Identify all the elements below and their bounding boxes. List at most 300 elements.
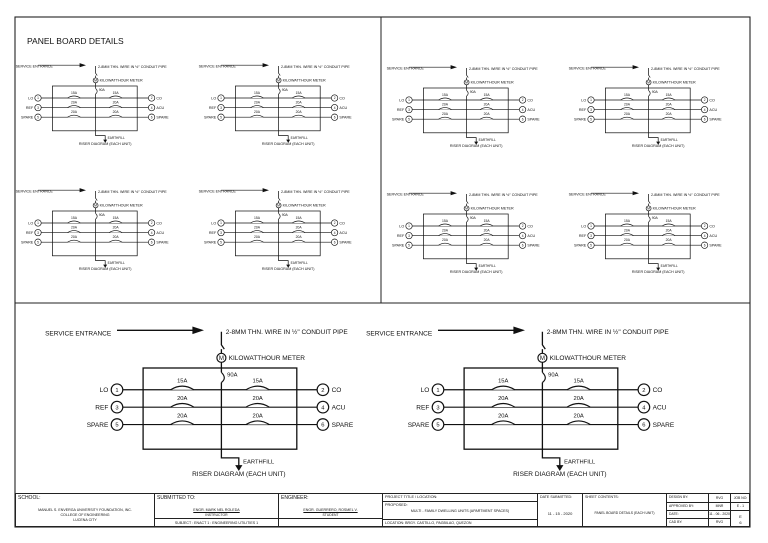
svg-text:M: M [539,355,545,363]
svg-text:20A: 20A [71,225,77,230]
sheet-contents-cell [583,494,667,526]
sheet-title: PANEL BOARD DETAILS [27,36,124,46]
svg-text:EARTHFILL: EARTHFILL [660,137,678,142]
panel-board-diagram [199,63,353,146]
panel-board-diagram-large [366,327,675,478]
svg-text:M: M [277,203,281,208]
svg-text:15A: 15A [573,378,584,385]
svg-text:KILOWATTHOUR METER: KILOWATTHOUR METER [652,206,696,211]
svg-text:20A: 20A [442,102,448,107]
svg-text:ACU: ACU [331,404,346,412]
svg-text:20A: 20A [112,235,119,240]
svg-text:5: 5 [590,243,592,248]
design-by-value: RVG [715,496,724,500]
svg-text:20A: 20A [177,413,188,420]
svg-text:KILOWATTHOUR METER: KILOWATTHOUR METER [652,80,696,85]
svg-text:90A: 90A [469,89,476,94]
svg-text:ACU: ACU [339,105,348,110]
svg-text:2-8MM THN. WIRE IN ½" CONDUIT: 2-8MM THN. WIRE IN ½" CONDUIT PIPE [651,193,720,197]
svg-text:1: 1 [115,387,119,394]
svg-text:15A: 15A [254,216,260,220]
svg-text:2-8MM THN. WIRE IN ½" CONDUIT: 2-8MM THN. WIRE IN ½" CONDUIT PIPE [651,67,720,71]
svg-text:1: 1 [408,98,410,103]
svg-text:KILOWATTHOUR METER: KILOWATTHOUR METER [549,355,627,363]
panel-board-diagram [387,191,541,274]
svg-text:15A: 15A [442,93,448,97]
svg-text:CO: CO [527,98,533,103]
svg-text:90A: 90A [651,215,658,220]
svg-text:SERVICE ENTRANCE: SERVICE ENTRANCE [568,66,606,71]
svg-text:2-8MM THN. WIRE IN ½" CONDUIT: 2-8MM THN. WIRE IN ½" CONDUIT PIPE [98,190,167,194]
svg-text:M: M [465,80,469,85]
svg-text:SPARE: SPARE [527,117,540,122]
svg-text:6: 6 [150,115,153,120]
svg-text:2: 2 [703,98,706,103]
svg-text:5: 5 [590,117,592,122]
svg-text:LO: LO [28,96,34,101]
svg-text:90A: 90A [227,372,238,379]
svg-text:6: 6 [703,243,706,248]
cad-by-value: RVG [715,520,724,524]
svg-text:20A: 20A [483,112,490,117]
svg-text:RISER DIAGRAM (EACH UNIT): RISER DIAGRAM (EACH UNIT) [261,267,315,272]
svg-text:SERVICE ENTRANCE: SERVICE ENTRANCE [198,189,236,194]
date-submitted-value: 11 - 15 - 2020 [547,511,573,516]
svg-text:20A: 20A [112,225,119,230]
svg-text:20A: 20A [254,110,260,115]
svg-text:15A: 15A [483,93,490,97]
engineer-label: ENGINEER: [281,495,309,501]
panel-board-diagram [16,188,170,271]
svg-text:20A: 20A [295,110,302,115]
svg-text:1: 1 [408,224,410,229]
svg-text:3: 3 [590,107,592,112]
svg-text:6: 6 [321,422,325,429]
svg-text:REF: REF [416,404,430,412]
svg-text:M: M [647,80,651,85]
svg-text:20A: 20A [254,235,260,240]
engineer-cell [279,494,383,526]
title-block [15,493,750,527]
svg-text:M: M [647,206,651,211]
design-by-label: DESIGN BY: [669,495,689,499]
svg-text:2: 2 [150,96,153,101]
svg-text:4: 4 [150,230,153,235]
svg-text:15A: 15A [498,378,509,385]
svg-text:SERVICE ENTRANCE: SERVICE ENTRANCE [386,66,424,71]
svg-text:20A: 20A [112,110,119,115]
svg-text:2: 2 [642,387,646,394]
svg-text:SPARE: SPARE [21,240,34,245]
svg-text:1: 1 [37,221,39,226]
svg-text:90A: 90A [281,212,288,217]
svg-text:20A: 20A [624,238,630,243]
signoff-values-cell [709,494,731,526]
svg-text:2-8MM THN. WIRE IN ½" CONDUIT: 2-8MM THN. WIRE IN ½" CONDUIT PIPE [98,65,167,69]
svg-text:20A: 20A [573,395,584,402]
svg-text:SPARE: SPARE [339,240,352,245]
svg-text:RISER DIAGRAM (EACH UNIT): RISER DIAGRAM (EACH UNIT) [78,142,132,147]
svg-text:LO: LO [399,98,405,103]
svg-text:1: 1 [220,96,222,101]
svg-text:90A: 90A [548,372,559,379]
svg-text:ACU: ACU [527,233,536,238]
svg-text:20A: 20A [295,100,302,105]
svg-text:20A: 20A [665,112,672,117]
svg-text:M: M [94,203,98,208]
sheet-contents-value: PANEL BOARD DETAILS (EACH UNIT) [594,511,655,515]
svg-text:RISER DIAGRAM (EACH UNIT): RISER DIAGRAM (EACH UNIT) [449,144,503,149]
svg-text:20A: 20A [71,100,77,105]
svg-text:15A: 15A [254,91,260,95]
job-no-label: JOB NO: [733,496,748,500]
svg-text:20A: 20A [254,100,260,105]
svg-text:15A: 15A [665,93,672,97]
svg-text:REF: REF [396,233,405,238]
svg-text:M: M [94,78,98,83]
svg-text:2: 2 [321,387,325,394]
svg-text:SPARE: SPARE [392,243,405,248]
sheet-total: 6 [739,520,742,525]
job-no-value: E - 1 [736,504,745,508]
svg-text:2-8MM THN. WIRE IN ½" CONDUIT: 2-8MM THN. WIRE IN ½" CONDUIT PIPE [281,190,350,194]
svg-text:90A: 90A [98,212,105,217]
svg-text:CO: CO [339,96,345,101]
svg-text:2: 2 [150,221,153,226]
school-name: MANUEL S. ENVERGA UNIVERSITY FOUNDATION, INC. [38,508,132,512]
svg-text:1: 1 [37,96,39,101]
panel-board-diagram [569,191,723,274]
svg-text:SPARE: SPARE [392,117,405,122]
svg-text:15A: 15A [295,91,302,95]
svg-text:3: 3 [408,233,410,238]
school-cell [16,494,155,526]
svg-text:SERVICE ENTRANCE: SERVICE ENTRANCE [568,192,606,197]
svg-text:4: 4 [521,233,524,238]
svg-text:3: 3 [37,230,39,235]
svg-text:M: M [277,78,281,83]
date-submitted-label: DATE SUBMITTED: [540,495,573,499]
svg-text:KILOWATTHOUR METER: KILOWATTHOUR METER [99,78,143,83]
svg-text:20A: 20A [177,395,188,402]
svg-text:15A: 15A [295,216,302,220]
svg-text:REF: REF [578,233,587,238]
svg-text:ACU: ACU [156,230,165,235]
svg-text:3: 3 [590,233,592,238]
svg-text:4: 4 [333,105,336,110]
svg-text:LO: LO [28,221,34,226]
svg-text:REF: REF [25,105,34,110]
svg-text:6: 6 [333,115,336,120]
svg-text:90A: 90A [281,87,288,92]
svg-text:RISER DIAGRAM (EACH UNIT): RISER DIAGRAM (EACH UNIT) [449,270,503,275]
svg-text:15A: 15A [112,216,119,220]
svg-text:REF: REF [578,107,587,112]
date-label: DATE: [669,512,679,516]
sheet-number: E [739,514,742,519]
svg-text:ACU: ACU [527,107,536,112]
svg-text:SPARE: SPARE [156,240,169,245]
svg-text:5: 5 [220,115,222,120]
svg-text:EARTHFILL: EARTHFILL [107,260,125,265]
svg-text:2: 2 [521,224,524,229]
svg-text:5: 5 [408,117,410,122]
svg-text:6: 6 [521,117,524,122]
svg-text:5: 5 [115,422,119,429]
svg-text:3: 3 [220,230,222,235]
svg-text:SPARE: SPARE [339,115,352,120]
svg-text:15A: 15A [252,378,263,385]
submitted-cell [155,494,279,526]
svg-text:15A: 15A [624,93,630,97]
svg-text:CO: CO [527,224,533,229]
approved-by-value: MNR [715,504,724,508]
svg-text:6: 6 [642,422,646,429]
svg-text:CO: CO [652,387,663,395]
svg-text:SPARE: SPARE [21,115,34,120]
svg-text:SPARE: SPARE [709,117,722,122]
svg-text:2-8MM THN. WIRE IN ½" CONDUIT: 2-8MM THN. WIRE IN ½" CONDUIT PIPE [225,328,348,336]
svg-text:20A: 20A [483,228,490,233]
svg-text:5: 5 [37,240,39,245]
svg-text:EARTHFILL: EARTHFILL [564,459,596,466]
svg-text:20A: 20A [498,395,509,402]
svg-text:CO: CO [331,387,342,395]
svg-text:M: M [218,355,224,363]
svg-text:3: 3 [220,105,222,110]
svg-text:LO: LO [420,387,430,395]
svg-text:4: 4 [333,230,336,235]
svg-text:RISER DIAGRAM (EACH UNIT): RISER DIAGRAM (EACH UNIT) [631,144,685,149]
svg-text:20A: 20A [442,112,448,117]
svg-text:EARTHFILL: EARTHFILL [107,135,125,140]
svg-text:90A: 90A [651,89,658,94]
svg-text:KILOWATTHOUR METER: KILOWATTHOUR METER [228,355,306,363]
svg-text:RISER DIAGRAM (EACH UNIT): RISER DIAGRAM (EACH UNIT) [78,267,132,272]
svg-text:LO: LO [581,224,587,229]
svg-text:LO: LO [211,96,217,101]
svg-text:REF: REF [95,404,109,412]
svg-text:1: 1 [590,98,592,103]
engineer-name: ENGR. GUERRERO, ROSMEL V. [303,508,358,512]
svg-text:2: 2 [333,221,336,226]
svg-text:5: 5 [436,422,440,429]
svg-text:90A: 90A [98,87,105,92]
svg-text:RISER DIAGRAM (EACH UNIT): RISER DIAGRAM (EACH UNIT) [192,471,286,479]
svg-text:REF: REF [396,107,405,112]
engineer-role: STUDENT [322,513,339,517]
svg-text:SPARE: SPARE [527,243,540,248]
panel-board-diagram [199,188,353,271]
svg-text:ACU: ACU [339,230,348,235]
svg-text:ACU: ACU [709,107,718,112]
svg-text:5: 5 [37,115,39,120]
svg-text:SPARE: SPARE [204,115,217,120]
svg-text:CO: CO [709,98,715,103]
panel-board-diagram [569,65,723,148]
date-value: 11 - 06 - 2020 [709,512,730,516]
svg-text:4: 4 [150,105,153,110]
svg-text:4: 4 [703,233,706,238]
svg-text:15A: 15A [71,91,77,95]
svg-text:SPARE: SPARE [156,115,169,120]
svg-text:SPARE: SPARE [204,240,217,245]
svg-text:20A: 20A [442,238,448,243]
svg-text:REF: REF [25,230,34,235]
svg-text:2-8MM THN. WIRE IN ½" CONDUIT: 2-8MM THN. WIRE IN ½" CONDUIT PIPE [281,65,350,69]
panel-board-diagram-large [45,327,354,478]
svg-text:SERVICE ENTRANCE: SERVICE ENTRANCE [366,330,433,338]
svg-text:SPARE: SPARE [407,421,430,429]
svg-text:4: 4 [703,107,706,112]
svg-text:RISER DIAGRAM (EACH UNIT): RISER DIAGRAM (EACH UNIT) [631,270,685,275]
svg-text:EARTHFILL: EARTHFILL [290,135,308,140]
svg-text:SERVICE ENTRANCE: SERVICE ENTRANCE [386,192,424,197]
svg-text:KILOWATTHOUR METER: KILOWATTHOUR METER [282,78,326,83]
svg-text:3: 3 [37,105,39,110]
svg-text:3: 3 [436,405,440,412]
svg-text:SERVICE ENTRANCE: SERVICE ENTRANCE [15,64,53,69]
proposed-label: PROPOSED: [385,503,408,507]
svg-text:SERVICE ENTRANCE: SERVICE ENTRANCE [15,189,53,194]
svg-text:KILOWATTHOUR METER: KILOWATTHOUR METER [470,80,514,85]
svg-text:M: M [465,206,469,211]
svg-text:6: 6 [703,117,706,122]
school-label: SCHOOL: [18,495,41,501]
svg-text:20A: 20A [624,102,630,107]
svg-text:RISER DIAGRAM (EACH UNIT): RISER DIAGRAM (EACH UNIT) [513,471,607,479]
cad-by-label: CAD BY: [669,520,683,524]
svg-text:15A: 15A [71,216,77,220]
svg-text:1: 1 [436,387,440,394]
svg-text:ACU: ACU [156,105,165,110]
svg-text:EARTHFILL: EARTHFILL [660,263,678,268]
svg-text:EARTHFILL: EARTHFILL [243,459,275,466]
svg-text:6: 6 [521,243,524,248]
svg-text:SPARE: SPARE [86,421,109,429]
svg-text:20A: 20A [483,102,490,107]
svg-text:KILOWATTHOUR METER: KILOWATTHOUR METER [470,206,514,211]
svg-text:20A: 20A [252,413,263,420]
svg-text:15A: 15A [442,219,448,223]
svg-text:2: 2 [521,98,524,103]
school-city: LUCENA CITY [73,518,97,522]
svg-text:90A: 90A [469,215,476,220]
svg-text:3: 3 [115,405,119,412]
svg-text:20A: 20A [295,225,302,230]
svg-text:20A: 20A [483,238,490,243]
svg-text:20A: 20A [254,225,260,230]
submitted-name: ENGR. MARK NEL ROLEDA [193,508,240,512]
svg-text:REF: REF [208,230,217,235]
svg-text:4: 4 [642,405,646,412]
project-cell [383,494,538,526]
svg-text:6: 6 [333,240,336,245]
svg-text:6: 6 [150,240,153,245]
date-submitted-cell [538,494,583,526]
svg-text:20A: 20A [665,102,672,107]
svg-text:SERVICE ENTRANCE: SERVICE ENTRANCE [45,330,112,338]
svg-text:5: 5 [408,243,410,248]
svg-text:15A: 15A [624,219,630,223]
svg-text:EARTHFILL: EARTHFILL [478,137,496,142]
svg-text:20A: 20A [71,110,77,115]
approved-by-label: APPROVED BY: [669,504,695,508]
svg-text:20A: 20A [665,228,672,233]
svg-text:SPARE: SPARE [709,243,722,248]
svg-text:SPARE: SPARE [574,243,587,248]
svg-text:LO: LO [211,221,217,226]
svg-text:3: 3 [408,107,410,112]
svg-text:LO: LO [99,387,109,395]
job-no-cell [731,494,750,526]
svg-text:2: 2 [703,224,706,229]
svg-text:CO: CO [339,221,345,226]
svg-text:20A: 20A [573,413,584,420]
svg-text:KILOWATTHOUR METER: KILOWATTHOUR METER [99,203,143,208]
svg-text:20A: 20A [498,413,509,420]
svg-text:REF: REF [208,105,217,110]
svg-text:1: 1 [590,224,592,229]
svg-text:2: 2 [333,96,336,101]
svg-text:20A: 20A [624,228,630,233]
svg-text:20A: 20A [295,235,302,240]
project-label: PROJECT TITLE / LOCATION: [385,495,438,499]
svg-text:CO: CO [156,221,162,226]
panel-board-diagram [387,65,541,148]
svg-text:LO: LO [581,98,587,103]
svg-text:4: 4 [521,107,524,112]
svg-text:2-8MM THN. WIRE IN ½" CONDUIT: 2-8MM THN. WIRE IN ½" CONDUIT PIPE [546,328,669,336]
svg-text:KILOWATTHOUR METER: KILOWATTHOUR METER [282,203,326,208]
svg-text:20A: 20A [665,238,672,243]
panel-board-diagram [16,63,170,146]
submitted-role: INSTRUCTOR [205,513,228,517]
svg-text:CO: CO [156,96,162,101]
svg-text:5: 5 [220,240,222,245]
svg-text:SERVICE ENTRANCE: SERVICE ENTRANCE [198,64,236,69]
svg-text:15A: 15A [483,219,490,223]
svg-text:SPARE: SPARE [331,421,354,429]
subject: SUBJECT : ENACT 1 : ENGINEERING UTILITIES 1 [174,521,259,525]
svg-text:RISER DIAGRAM (EACH UNIT): RISER DIAGRAM (EACH UNIT) [261,142,315,147]
svg-text:2-8MM THN. WIRE IN ½" CONDUIT: 2-8MM THN. WIRE IN ½" CONDUIT PIPE [469,193,538,197]
svg-text:CO: CO [709,224,715,229]
svg-text:20A: 20A [442,228,448,233]
svg-text:SPARE: SPARE [574,117,587,122]
sheet-contents-label: SHEET CONTENTS: [585,495,619,499]
svg-text:EARTHFILL: EARTHFILL [478,263,496,268]
location: LOCATION: BRGY. CASTILLO, PAGBILAO, QUEZON [385,521,472,525]
submitted-label: SUBMITTED TO: [157,495,196,501]
project-value: MULTI - FAMILY DWELLING UNITS (APARTMENT SPACES) [410,509,510,513]
svg-text:20A: 20A [252,395,263,402]
svg-text:15A: 15A [177,378,188,385]
svg-text:ACU: ACU [709,233,718,238]
svg-text:20A: 20A [112,100,119,105]
svg-text:2-8MM THN. WIRE IN ½" CONDUIT: 2-8MM THN. WIRE IN ½" CONDUIT PIPE [469,67,538,71]
svg-text:4: 4 [321,405,325,412]
svg-text:15A: 15A [665,219,672,223]
school-college: COLLEGE OF ENGINEERING [60,513,110,517]
svg-text:SPARE: SPARE [652,421,675,429]
svg-text:ACU: ACU [652,404,667,412]
svg-text:1: 1 [220,221,222,226]
svg-text:20A: 20A [624,112,630,117]
signoff-labels-cell [667,494,709,526]
svg-text:20A: 20A [71,235,77,240]
svg-text:LO: LO [399,224,405,229]
